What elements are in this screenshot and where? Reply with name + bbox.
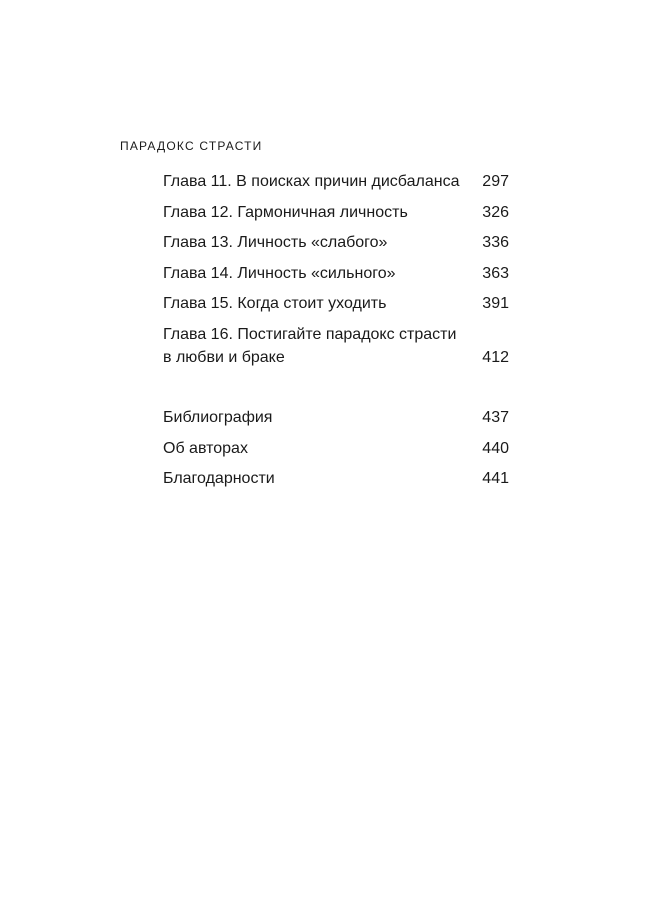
toc-entry-chapter-13[interactable] <box>163 231 509 254</box>
toc-entry-page: 336 <box>482 234 509 251</box>
toc-entry-page: 326 <box>482 203 509 221</box>
toc-entry-title-line-2: в любви и браке <box>163 348 285 366</box>
toc-entry-title: Глава 15. Когда стоит уходить <box>163 295 387 312</box>
toc-entry-page: 441 <box>482 470 509 487</box>
table-of-contents <box>163 170 509 498</box>
toc-entry-acknowledgments[interactable] <box>163 467 509 490</box>
toc-entry-title-line-1: Глава 16. Постигайте парадокс страсти <box>163 325 457 343</box>
toc-entry-chapter-15[interactable] <box>163 292 509 315</box>
toc-entry-page: 391 <box>482 295 509 312</box>
running-head: ПАРАДОКС СТРАСТИ <box>120 139 263 153</box>
section-spacer <box>163 376 509 406</box>
toc-entry-chapter-11[interactable] <box>163 170 509 193</box>
toc-entry-page: 297 <box>482 173 509 190</box>
toc-entry-page: 440 <box>482 439 509 457</box>
toc-entry-title: Глава 13. Личность «слабого» <box>163 234 388 251</box>
toc-entry-chapter-16[interactable] <box>163 323 509 369</box>
toc-entry-title: Об авторах <box>163 439 248 457</box>
toc-entry-title: Глава 11. В поисках причин дисбаланса <box>163 173 460 190</box>
toc-entry-page: 412 <box>482 348 509 366</box>
toc-entry-title: Библиография <box>163 409 273 426</box>
toc-entry-title <box>163 323 456 369</box>
toc-entry-chapter-12[interactable] <box>163 201 509 224</box>
toc-entry-title: Благодарности <box>163 470 275 487</box>
toc-entry-page: 363 <box>482 264 509 282</box>
toc-entry-title: Глава 12. Гармоничная личность <box>163 203 408 221</box>
toc-entry-page: 437 <box>482 409 509 426</box>
toc-entry-bibliography[interactable] <box>163 406 509 429</box>
toc-entry-about-authors[interactable] <box>163 437 509 460</box>
toc-entry-title: Глава 14. Личность «сильного» <box>163 264 396 282</box>
toc-entry-chapter-14[interactable] <box>163 262 509 285</box>
